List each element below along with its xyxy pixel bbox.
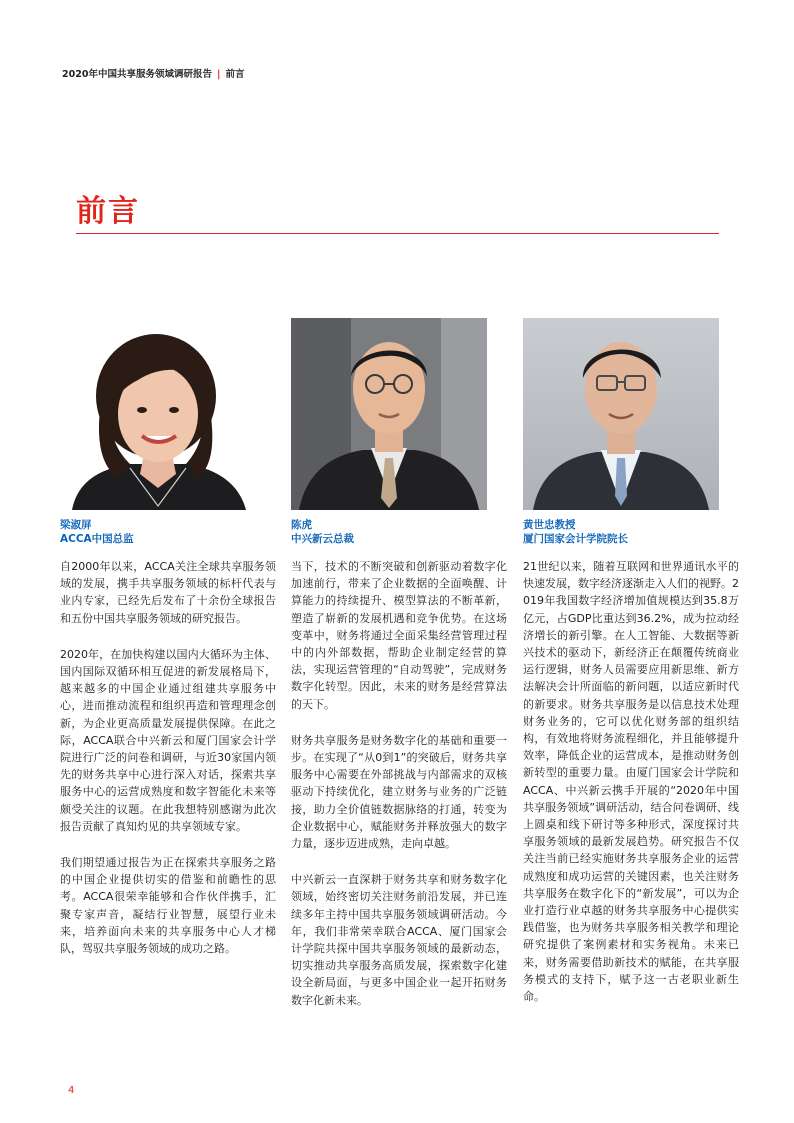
person-name: 黄世忠教授 <box>523 519 576 531</box>
portrait-woman-icon <box>60 318 256 510</box>
paragraph: 21世纪以来，随着互联网和世界通讯水平的快速发展，数字经济逐渐走入人们的视野。2019年我国数字经济增加值规模达到35.8万亿元，占GDP比重达到36.2%，成为拉动经济增长的新引擎。在人工智能、大数据等新兴技术的驱动下，新经济正在颠覆传统商业运行逻辑，财务人员需要应用新思维、新方法解决会计所面临的新问题，以适应新时代的新要求。财务共享服务是以信息技术处理财务业务的，它可以优化财务部的组织结构，有效地将财务流程细化，并且能够提升效率，降低企业的运营成本，是推动财务创新转型的重要力量。由厦门国家会计学院和ACCA、中兴新云携手开展的“2020年中国共享服务领域”调研活动，结合问卷调研、线上圆桌和线下研讨等多种形式，深度探讨共享服务领域的最新发展趋势。研究报告不仅关注当前已经实施财务共享服务企业的运营成熟度和成功运营的关键因素，也关注财务共享服务在数字化下的“新发展”，可以为企业打造行业卓越的财务共享服务中心提供实践借鉴，也为财务共享服务相关教学和理论研究提供了案例素材和实务视角。未来已来，财务需要借助新技术的赋能，在共享服务模式的支持下，赋予这一古老职业新生命。 <box>523 560 739 1004</box>
page-number: 4 <box>68 1085 75 1096</box>
portrait-man-glasses-icon <box>291 318 487 510</box>
foreword-column-1 <box>60 318 276 976</box>
paragraph: 我们期望通过报告为正在探索共享服务之路的中国企业提供切实的借鉴和前瞻性的思考。ACCA很荣幸能够和合作伙伴携手，汇聚专家声音，凝结行业智慧，展望行业未来，培养面向未来的共享服务中心人才梯队，驾驭共享服务领域的成功之路。 <box>60 856 276 956</box>
header-separator: | <box>216 69 221 80</box>
foreword-text <box>60 558 276 957</box>
running-header <box>62 66 244 80</box>
page-title: 前言 <box>76 194 140 229</box>
person-role: 厦门国家会计学院院长 <box>523 533 628 545</box>
person-name: 梁淑屏 <box>60 519 92 531</box>
paragraph: 财务共享服务是财务数字化的基础和重要一步。在实现了“从0到1”的突破后，财务共享服务中心需要在外部挑战与内部需求的双核驱动下持续优化，建立财务与业务的广泛链接，助力全价值链数据脉络的打通，转变为企业数据中心，赋能财务并释放强大的数字力量，逐步迈进成熟，走向卓越。 <box>291 733 507 851</box>
title-rule <box>76 233 719 234</box>
section-name: 前言 <box>225 69 245 80</box>
foreword-column-2 <box>291 318 507 1028</box>
paragraph: 自2000年以来，ACCA关注全球共享服务领域的发展，携手共享服务领域的标杆代表与业内专家，已经先后发布了十余份全球报告和五份中国共享服务领域的研究报告。 <box>60 560 276 625</box>
portrait-man-suit-icon <box>523 318 719 510</box>
paragraph: 中兴新云一直深耕于财务共享和财务数字化领域，始终密切关注财务前沿发展，并已连续多年主持中国共享服务领域调研活动。今年，我们非常荣幸联合ACCA、厦门国家会计学院共探中国共享服务领域的最新动态，切实推动共享服务高质发展，探索数字化建设全新局面，与更多中国企业一起开拓财务数字化新未来。 <box>291 873 507 1007</box>
foreword-text <box>523 558 739 1005</box>
person-name: 陈虎 <box>291 519 312 531</box>
foreword-text <box>291 558 507 1009</box>
paragraph: 当下，技术的不断突破和创新驱动着数字化加速前行，带来了企业数据的全面唤醒、计算能力的持续提升、模型算法的不断革新，塑造了崭新的发展机遇和竞争优势。在这场变革中，财务将通过全面采集经营管理过程中的内外部数据，帮助企业制定经营的算法，实现运营管理的“自动驾驶”，完成财务数字化转型。因此，未来的财务是经营算法的天下。 <box>291 560 507 711</box>
person-role: 中兴新云总裁 <box>291 533 354 545</box>
foreword-column-3 <box>523 318 739 1024</box>
paragraph: 2020年，在加快构建以国内大循环为主体、国内国际双循环相互促进的新发展格局下，越来越多的中国企业通过组建共享服务中心，进而推动流程和组织再造和管理理念创新，为企业更高质量发展提供保障。在此之际，ACCA联合中兴新云和厦门国家会计学院进行广泛的问卷和调研，与近30家国内领先的财务共享中心进行深入对话，探索共享服务中心的运营成熟度和数字智能化未来等颇受关注的议题。在此我想特别感谢为此次报告贡献了真知灼见的共享领域专家。 <box>60 647 276 833</box>
person-role: ACCA中国总监 <box>60 533 134 545</box>
report-title: 2020年中国共享服务领域调研报告 <box>62 69 212 80</box>
